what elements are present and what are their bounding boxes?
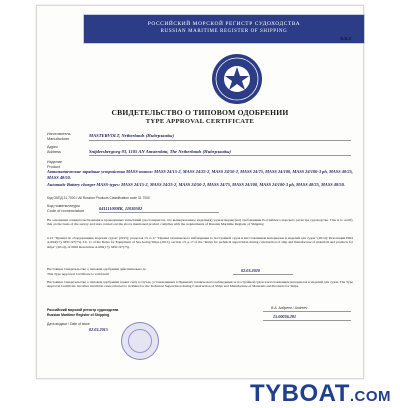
register-emblem-icon [210,52,264,106]
nomenclature-label-ru: Код номенклатуры [47,204,80,208]
address-label-ru: Адрес [47,145,58,149]
register-banner [83,14,365,44]
nomenclature-label-en: Code of nomenclature [47,208,85,213]
manufacturer-value: MASTERVOLT, Netherlands (Нидерланды) [89,133,175,138]
certificate-number: 15.00036.281 [273,314,297,319]
address-label-en: Address [47,149,61,154]
product-label-ru: Изделие [47,160,63,164]
divider [89,140,351,141]
manufacturer-label [47,132,71,141]
register-name-en: RUSSIAN MARITIME REGISTER OF SHIPPING [160,29,288,34]
nomenclature-value: 04111100MK, 11030502 [99,206,143,211]
product-description-ru: Автоматические зарядные устройства MASS-типов: MASS 24/15-2, MASS 24/25-2, MASS 24/50-2, MASS 24/75, MASS 24/100, MASS 24/100-3 ph, MASS 48/25, MASS 48/50. [47,169,353,180]
divider [99,212,219,213]
nomenclature-label [47,204,84,213]
manufacturer-label-ru: Изготовитель [47,132,71,136]
watermark-brand: TYBOAT [250,380,350,407]
certificate-sheet [36,5,364,379]
certificate-title-ru: СВИДЕТЕЛЬСТВО О ТИПОВОМ ОДОБРЕНИИ [111,108,289,117]
validity-en: This Type Approval Certificate is valid until [47,272,109,276]
product-label-en: Product [47,164,61,169]
address-value: Snijdersbergweg 93, 1105 AN Amsterdam, The Netherlands (Нидерланды) [89,149,231,154]
address-label [47,145,61,154]
issue-date: 02.03.2015 [89,327,108,332]
register-footer-en: Russian Maritime Register of Shipping [47,313,110,317]
product-description-en: Automatic Battery charger MASS-types: MASS 24/15-2, MASS 24/25-2, MASS 24/50-2, MASS 24/75, MASS 24/100, MASS 24/100-3 ph, MASS 48/25, MASS 48/50. [47,182,345,187]
official-stamp [121,322,159,360]
certification-paragraph: На основании освидетельствования и проведенных испытаний удостоверяется, что вышеуказанное изделие(я) удовлетворяет(ют) требованиям Российского морского регистра судоходства. This is to certify that on the basis of the survey and tests carried out the above mentioned product complies with the requirements of Russian Maritime Register of Shipping [47,218,353,227]
product-label [47,160,62,169]
watermark-suffix: .COM [349,388,392,405]
divider [263,320,351,321]
rules-paragraph: п.12 "Правил по оборудованию морских судов" (2015); разделов 13, п.17 "Правил технического наблюдения за постройкой судов и изготовлением материалов и изделий для судов" (2014); Резолюции IMO А.694(17), MSC.97(73). Ch. 11 of the Rules for Equipment of Sea-Going Ships (2015), section 13, p.17 of the "Rules for technical supervision during construction of ship and manufacture of materials and products for ships" (2014), of IMO Resolution A.694(17), MSC.97(73). [47,236,353,249]
valid-until-date: 02.03.2020 [241,268,260,273]
tyboat-watermark-logo [250,380,391,408]
okpd-code-line: Код ОКПД 31.7000 / All Russian Products Classification code 31 7000 [47,196,150,200]
validity-ru: Настоящее Свидетельство о типовом одобрении действительно до [47,267,147,271]
divider [89,155,351,156]
register-footer-ru: Российский морской регистр судоходства [47,308,119,312]
signatory: В.А. Андреев / Andreev [271,306,308,310]
certificate-title-en: TYPE APPROVAL CERTIFICATE [145,118,255,125]
register-name-ru: РОССИЙСКИЙ МОРСКОЙ РЕГИСТР СУДОХОДСТВА [147,21,301,27]
invalidity-paragraph: Настоящее Свидетельство о типовом одобрении теряет силу в случае, установленных в Правилах технического наблюдения за постройкой судов и изготовлением материалов и изделий для судов. The Type Approval Certificate becomes invalid in cases referred to in Rules for the Technical Supervision during Construction of Ships and Manufacture of Materials and Products for Ships. [47,280,353,289]
issue-date-label: Дата выдачи / Date of issue [47,322,90,326]
document-number: 6.8.3 [340,37,351,42]
divider [263,311,351,312]
manufacturer-label-en: Manufacturer [47,136,70,141]
divider [233,274,293,275]
